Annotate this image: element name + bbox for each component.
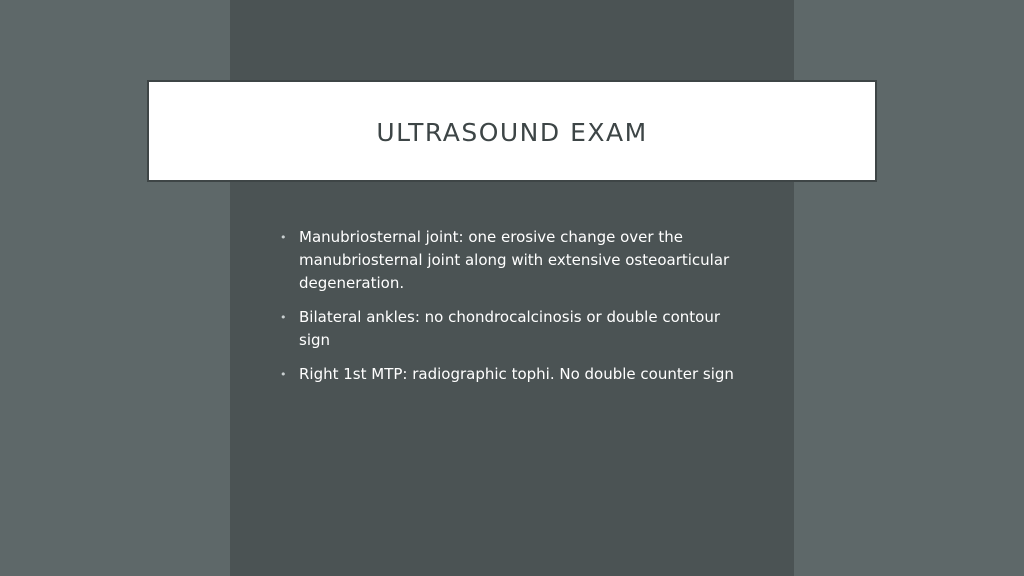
bullet-item-mtp: [280, 363, 750, 386]
title-box: [147, 80, 877, 182]
bullet-dot-icon: •: [280, 231, 287, 244]
bullet-dot-icon: •: [280, 311, 287, 324]
bullet-text: Right 1st MTP: radiographic tophi. No double counter sign: [299, 365, 734, 383]
bullet-item-ankles: [280, 306, 750, 352]
slide-title: ULTRASOUND EXAM: [376, 117, 648, 147]
bullet-item-manubriosternal: [280, 226, 750, 295]
bullet-text: Bilateral ankles: no chondrocalcinosis or double contour sign: [299, 308, 721, 349]
bullet-dot-icon: •: [280, 368, 287, 381]
bullet-text: Manubriosternal joint: one erosive change over the manubriosternal joint along with extensive osteoarticular degeneration.: [299, 228, 730, 292]
bullet-list: [280, 226, 750, 397]
